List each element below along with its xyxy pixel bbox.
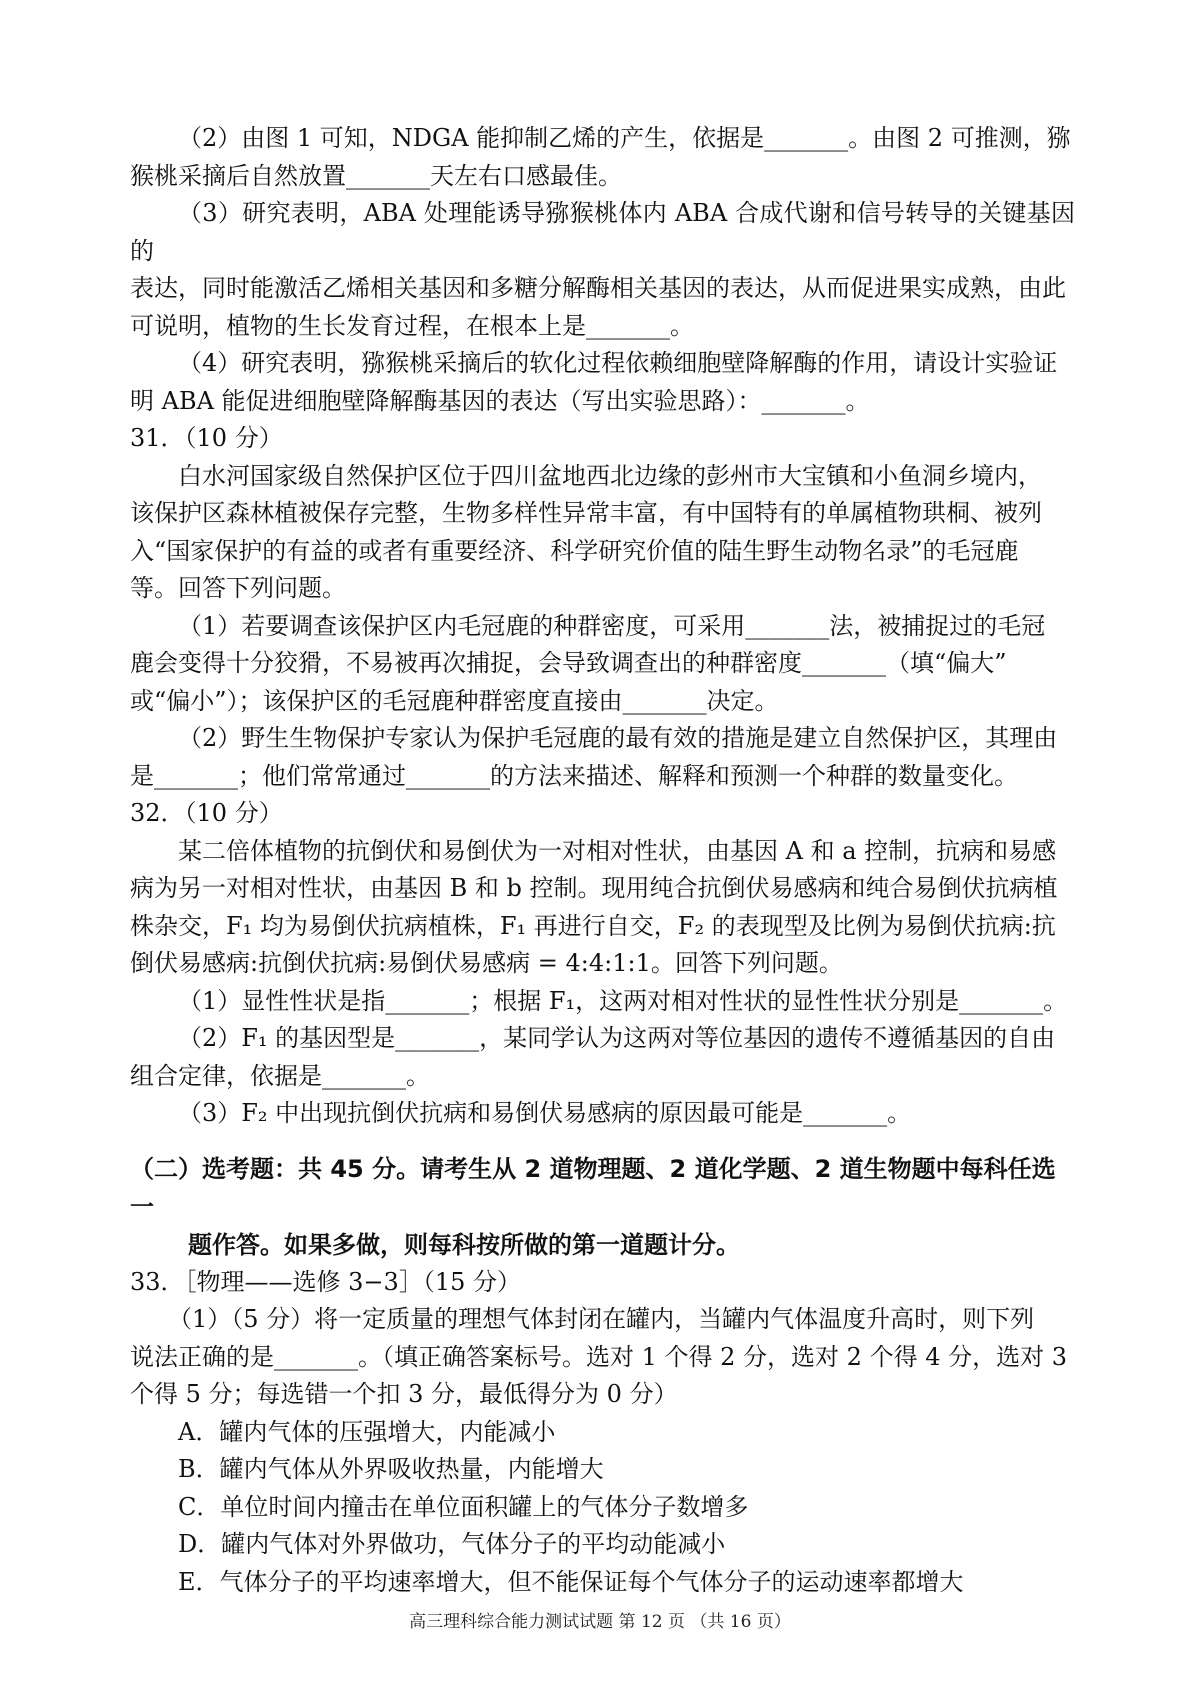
section-heading-line-1: （二）选考题：共 45 分。请考生从 2 道物理题、2 道化学题、2 道生物题中每科任选一	[130, 1154, 1056, 1221]
text-line: 可说明，植物的生长发育过程，在根本上是_______。	[130, 311, 694, 340]
text-line: 31．（10 分）	[130, 424, 283, 452]
section-heading-line-2: 题作答。如果多做，则每科按所做的第一道题计分。	[188, 1230, 740, 1259]
text-line: 该保护区森林植被保存完整，生物多样性异常丰富，有中国特有的单属植物珙桐、被列	[130, 499, 1042, 527]
question-33-stem-line: 说法正确的是_______。（填正确答案标号。选对 1 个得 2 分，选对 2 个得 4 分，选对 3	[130, 1342, 1068, 1371]
text-line: 某二倍体植物的抗倒伏和易倒伏为一对相对性状，由基因 A 和 a 控制，抗病和易感	[178, 836, 1057, 865]
text-line: （2）野生生物保护专家认为保护毛冠鹿的最有效的措施是建立自然保护区，其理由	[178, 724, 1058, 752]
question-33-stem-line: 个得 5 分；每选错一个扣 3 分，最低得分为 0 分）	[130, 1380, 678, 1408]
text-line: 32．（10 分）	[130, 799, 283, 827]
text-line: 表达，同时能激活乙烯相关基因和多糖分解酶相关基因的表达，从而促进果实成熟，由此	[130, 274, 1066, 302]
text-line: 病为另一对相对性状，由基因 B 和 b 控制。现用纯合抗倒伏易感病和纯合易倒伏抗病植	[130, 874, 1058, 902]
text-line: 猴桃采摘后自然放置_______天左右口感最佳。	[130, 161, 622, 190]
section-heading	[130, 1150, 1075, 1264]
option-d: D．罐内气体对外界做功，气体分子的平均动能减小	[178, 1530, 726, 1558]
page-footer: 高三理科综合能力测试试题 第 12 页 （共 16 页）	[409, 1612, 791, 1632]
option-e: E．气体分子的平均速率增大，但不能保证每个气体分子的运动速率都增大	[178, 1567, 964, 1596]
page-content	[130, 120, 1075, 1601]
text-line: 白水河国家级自然保护区位于四川盆地西北边缘的彭州市大宝镇和小鱼洞乡境内，	[178, 461, 1042, 490]
text-line: （1）显性性状是指_______；根据 F₁，这两对相对性状的显性性状分别是_______。	[178, 986, 1068, 1015]
text-line: 入“国家保护的有益的或者有重要经济、科学研究价值的陆生野生动物名录”的毛冠鹿	[130, 536, 1019, 565]
question-33-header: 33．［物理——选修 3−3］（15 分）	[130, 1267, 521, 1296]
text-line: （3）研究表明，ABA 处理能诱导猕猴桃体内 ABA 合成代谢和信号转导的关键基因的	[130, 199, 1075, 265]
text-line: 是_______；他们常常通过_______的方法来描述、解释和预测一个种群的数量变化。	[130, 761, 1018, 790]
text-line: 鹿会变得十分狡猾，不易被再次捕捉，会导致调查出的种群密度_______（填“偏大”	[130, 649, 1007, 677]
option-b: B．罐内气体从外界吸收热量，内能增大	[178, 1455, 604, 1483]
text-line: 明 ABA 能促进细胞壁降解酶基因的表达（写出实验思路）：_______。	[130, 386, 870, 415]
text-line: 组合定律，依据是_______。	[130, 1061, 430, 1090]
text-line: 或“偏小”）；该保护区的毛冠鹿种群密度直接由_______决定。	[130, 686, 779, 715]
text-line: （4）研究表明，猕猴桃采摘后的软化过程依赖细胞壁降解酶的作用，请设计实验证	[178, 349, 1058, 377]
question-33-stem-line: （1）（5 分）将一定质量的理想气体封闭在罐内，当罐内气体温度升高时，则下列	[168, 1305, 1035, 1333]
option-c: C．单位时间内撞击在单位面积罐上的气体分子数增多	[178, 1492, 749, 1521]
question-text-block	[130, 120, 1075, 1133]
text-line: （3）F₂ 中出现抗倒伏抗病和易倒伏易感病的原因最可能是_______。	[178, 1099, 912, 1127]
text-line: 倒伏易感病:抗倒伏抗病:易倒伏易感病 = 4:4:1:1。回答下列问题。	[130, 949, 843, 977]
question-33	[130, 1264, 1075, 1602]
text-line: （1）若要调查该保护区内毛冠鹿的种群密度，可采用_______法，被捕捉过的毛冠	[178, 611, 1046, 640]
option-a: A．罐内气体的压强增大，内能减小	[178, 1417, 556, 1446]
text-line: 等。回答下列问题。	[130, 574, 346, 602]
text-line: （2）由图 1 可知，NDGA 能抑制乙烯的产生，依据是_______。由图 2 可推测，猕	[178, 124, 1071, 152]
text-line: （2）F₁ 的基因型是_______，某同学认为这两对等位基因的遗传不遵循基因的自由	[178, 1024, 1056, 1052]
text-line: 株杂交，F₁ 均为易倒伏抗病植株，F₁ 再进行自交，F₂ 的表现型及比例为易倒伏抗病:抗	[130, 911, 1056, 940]
